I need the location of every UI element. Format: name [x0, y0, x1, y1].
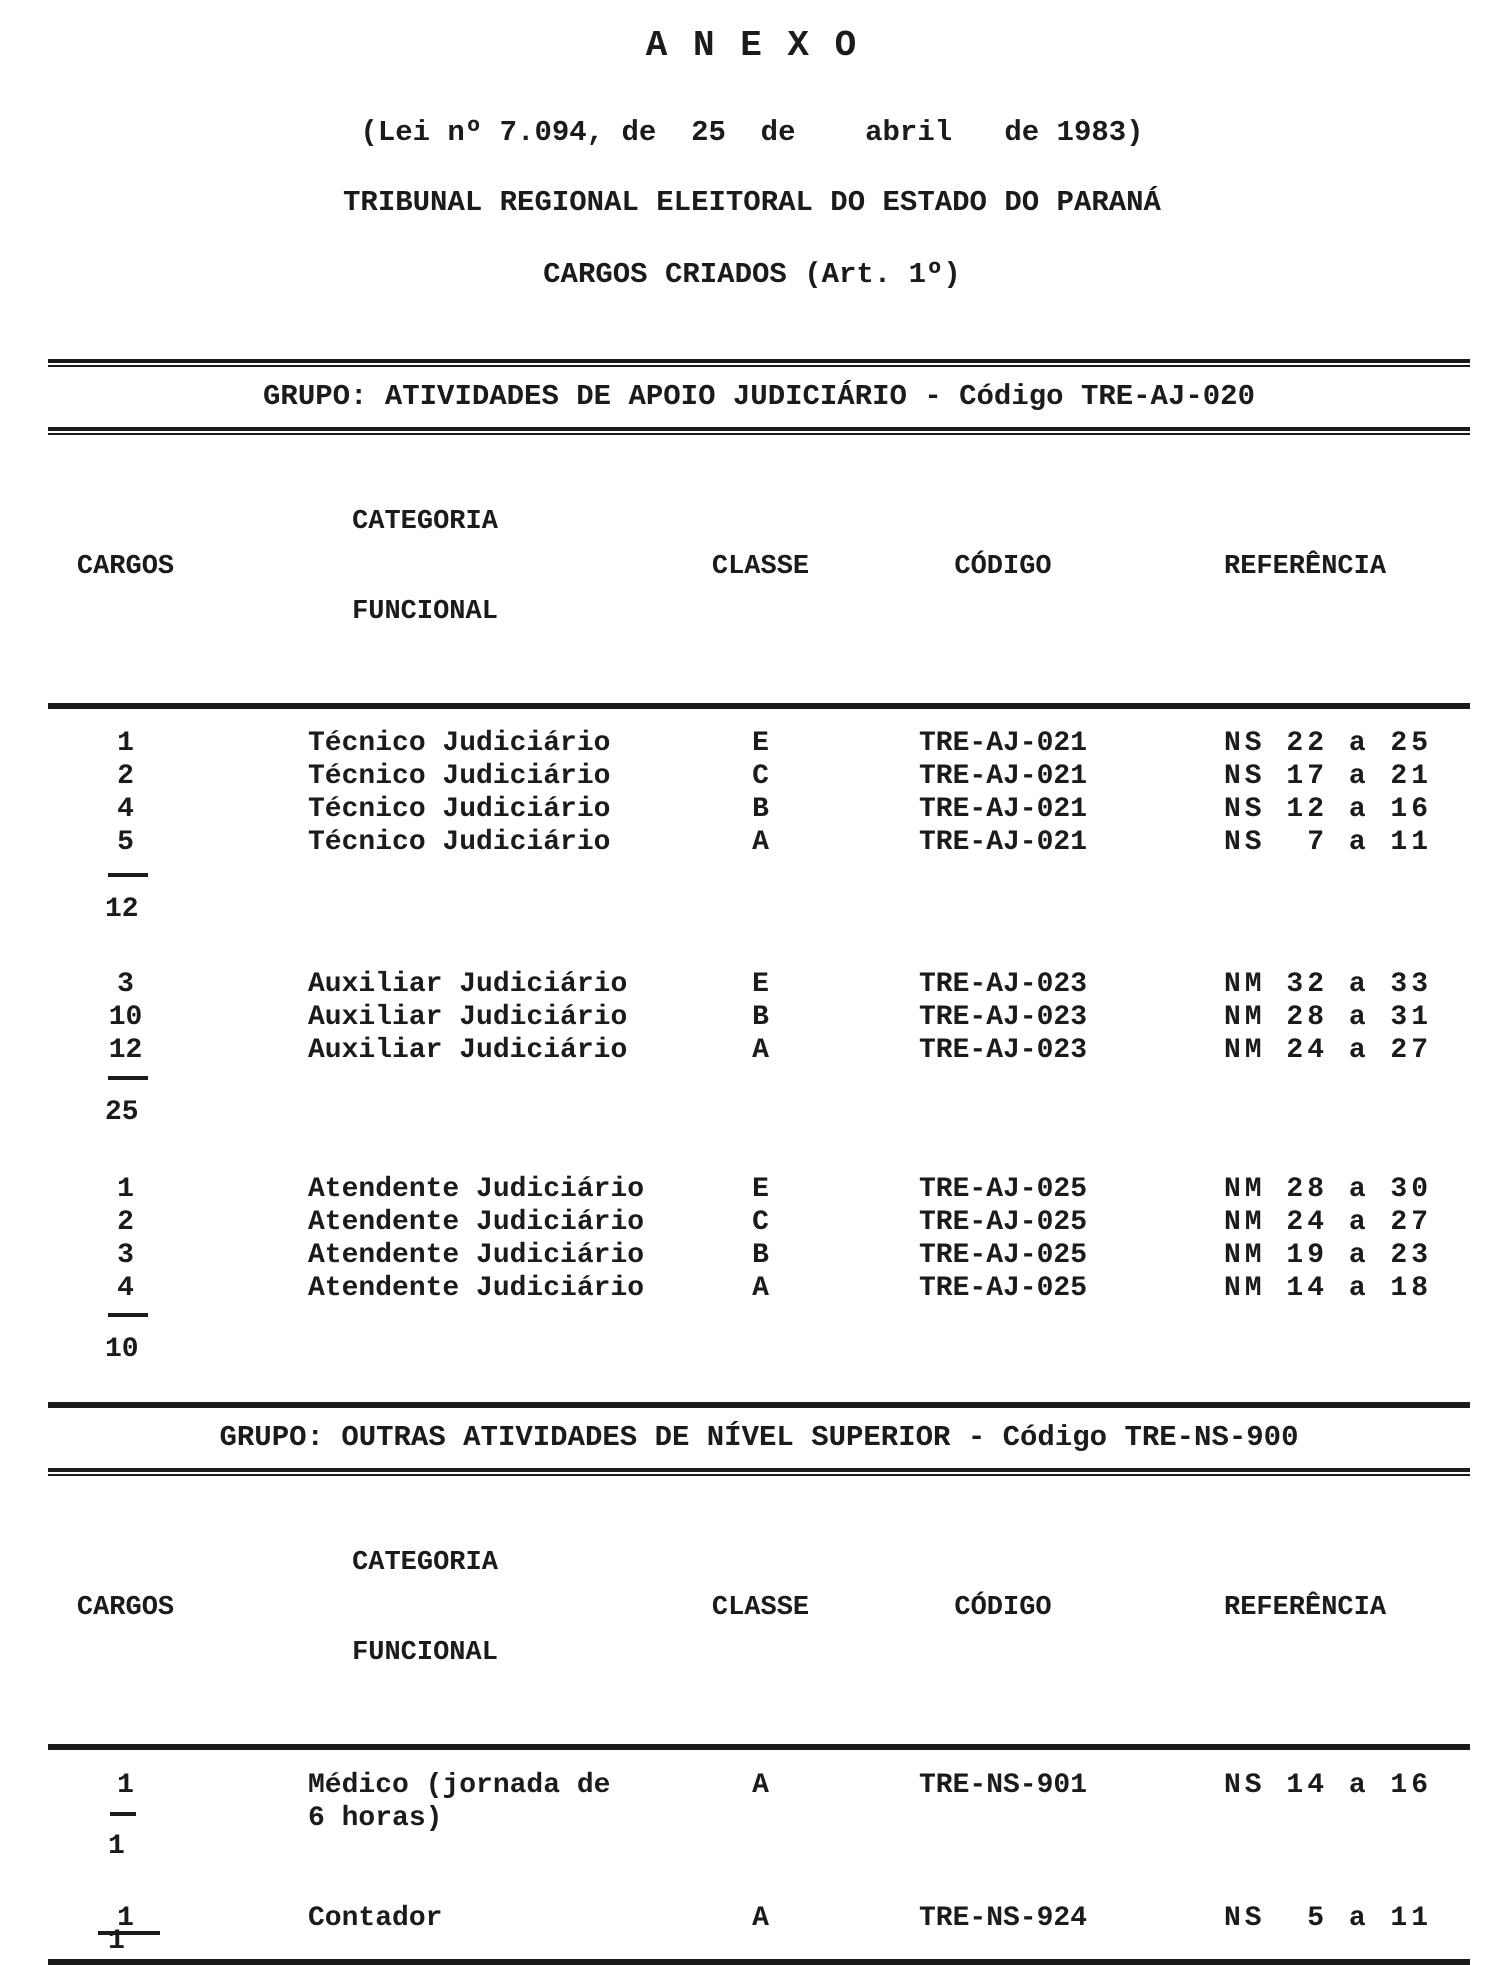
- referencia-value: NS 17 a 21: [1224, 761, 1433, 792]
- block-medico: [48, 1769, 1470, 1862]
- subtotal-value: 1: [108, 1831, 125, 1862]
- col-header-cargos: CARGOS: [76, 552, 175, 582]
- codigo-value: TRE-AJ-021: [918, 761, 1088, 792]
- categoria-value: Auxiliar Judiciário: [308, 1035, 628, 1066]
- classe-value: E: [752, 969, 769, 1000]
- group-title-aj: GRUPO: ATIVIDADES DE APOIO JUDICIÁRIO - Código TRE-AJ-020: [263, 380, 1255, 413]
- referencia-value: NS 14 a 16: [1224, 1770, 1433, 1801]
- table-grupo-nivel-superior: [48, 1402, 1470, 1965]
- table2-group-rule: [48, 1468, 1470, 1476]
- cargos-value: 3: [117, 969, 134, 1000]
- codigo-value: TRE-AJ-023: [918, 1035, 1088, 1066]
- col-header-classe: CLASSE: [711, 552, 810, 582]
- categoria-value: Contador: [308, 1903, 443, 1934]
- subtotal-value: 1: [108, 1926, 125, 1957]
- block-contador: [48, 1902, 1470, 1955]
- block-auxiliar-judiciario: [48, 968, 1470, 1128]
- codigo-value: TRE-AJ-025: [918, 1273, 1088, 1304]
- cargos-value: 10: [108, 1002, 143, 1033]
- codigo-value: TRE-AJ-023: [918, 1002, 1088, 1033]
- doc-title: A N E X O: [645, 25, 859, 66]
- codigo-value: TRE-AJ-023: [918, 969, 1088, 1000]
- block-atendente-judiciario: [48, 1173, 1470, 1365]
- col-header-codigo: CÓDIGO: [954, 1593, 1052, 1623]
- block-tecnico-judiciario: [48, 727, 1470, 925]
- categoria-value: Auxiliar Judiciário: [308, 1002, 628, 1033]
- categoria-value: Técnico Judiciário: [308, 728, 611, 759]
- table-row: [48, 760, 1470, 793]
- classe-value: E: [752, 728, 769, 759]
- group-title-ns: GRUPO: OUTRAS ATIVIDADES DE NÍVEL SUPERIOR - Código TRE-NS-900: [219, 1421, 1299, 1454]
- col-header-cargos: CARGOS: [76, 1593, 175, 1623]
- referencia-value: NM 28 a 31: [1224, 1002, 1433, 1033]
- cargos-value: 1: [117, 1174, 134, 1205]
- referencia-value: NM 24 a 27: [1224, 1207, 1433, 1238]
- codigo-value: TRE-AJ-021: [918, 728, 1088, 759]
- table-row: [48, 1206, 1470, 1239]
- codigo-value: TRE-AJ-025: [918, 1240, 1088, 1271]
- cargos-criados-line: CARGOS CRIADOS (Art. 1º): [543, 258, 961, 291]
- col-header-categoria-funcional: [223, 1488, 653, 1728]
- table-row: [48, 1272, 1470, 1305]
- col-header-categoria-line2: FUNCIONAL: [352, 1638, 498, 1668]
- subtotal-tecnico: [48, 873, 1470, 925]
- cargos-value: 1: [117, 1903, 134, 1934]
- referencia-value: NM 32 a 33: [1224, 969, 1433, 1000]
- col-header-codigo: CÓDIGO: [954, 552, 1052, 582]
- referencia-value: NM 14 a 18: [1224, 1273, 1433, 1304]
- table2-header-rule: [48, 1744, 1470, 1750]
- classe-value: A: [752, 1770, 769, 1801]
- cargos-value: 1: [117, 1770, 134, 1801]
- subtotal-value: 12: [105, 894, 139, 925]
- codigo-value: TRE-NS-924: [918, 1903, 1088, 1934]
- col-header-referencia: REFERÊNCIA: [1224, 552, 1387, 582]
- classe-value: E: [752, 1174, 769, 1205]
- referencia-value: NM 24 a 27: [1224, 1035, 1433, 1066]
- categoria-value: Técnico Judiciário: [308, 827, 611, 858]
- referencia-value: NS 7 a 11: [1224, 827, 1433, 858]
- referencia-value: NS 12 a 16: [1224, 794, 1433, 825]
- classe-value: A: [752, 1903, 769, 1934]
- table-grupo-apoio-judiciario: [48, 359, 1470, 1365]
- classe-value: C: [752, 1207, 769, 1238]
- referencia-value: NM 28 a 30: [1224, 1174, 1433, 1205]
- table1-header-rule: [48, 703, 1470, 709]
- table-row: [48, 1173, 1470, 1206]
- cargos-value: 5: [117, 827, 134, 858]
- cargos-value: 2: [117, 1207, 134, 1238]
- cargos-value: 12: [108, 1035, 143, 1066]
- table-row: [48, 1001, 1470, 1034]
- referencia-value: NS 5 a 11: [1224, 1903, 1433, 1934]
- table1-column-headers: [48, 447, 1470, 695]
- subtotal-atendente: [48, 1313, 1470, 1365]
- table-row: [48, 826, 1470, 859]
- classe-value: A: [752, 1035, 769, 1066]
- subtotal-value: 25: [105, 1097, 139, 1128]
- classe-value: A: [752, 827, 769, 858]
- col-header-categoria-line1: CATEGORIA: [352, 1548, 498, 1578]
- categoria-value: Médico (jornada de 6 horas): [308, 1770, 611, 1834]
- referencia-value: NM 19 a 23: [1224, 1240, 1433, 1271]
- classe-value: A: [752, 1273, 769, 1304]
- col-header-classe: CLASSE: [711, 1593, 810, 1623]
- codigo-value: TRE-AJ-021: [918, 794, 1088, 825]
- classe-value: B: [752, 794, 769, 825]
- law-reference-line: (Lei nº 7.094, de 25 de abril de 1983): [360, 116, 1144, 149]
- codigo-value: TRE-AJ-025: [918, 1207, 1088, 1238]
- cargos-value: 1: [117, 728, 134, 759]
- table2-bottom-rule: [48, 1959, 1470, 1965]
- table-row: [48, 793, 1470, 826]
- table2-column-headers: [48, 1488, 1470, 1736]
- categoria-value: Atendente Judiciário: [308, 1273, 645, 1304]
- codigo-value: TRE-AJ-021: [918, 827, 1088, 858]
- cargos-value: 4: [117, 794, 134, 825]
- table1-group-rule: [48, 427, 1470, 435]
- categoria-value: Atendente Judiciário: [308, 1207, 645, 1238]
- cargos-value: 2: [117, 761, 134, 792]
- categoria-value: Técnico Judiciário: [308, 761, 611, 792]
- referencia-value: NS 22 a 25: [1224, 728, 1433, 759]
- cargos-value: 4: [117, 1273, 134, 1304]
- table-row: [48, 968, 1470, 1001]
- table1-top-rule: [48, 359, 1470, 367]
- classe-value: B: [752, 1002, 769, 1033]
- tribunal-name-line: TRIBUNAL REGIONAL ELEITORAL DO ESTADO DO PARANÁ: [343, 186, 1161, 219]
- categoria-value: Atendente Judiciário: [308, 1174, 645, 1205]
- categoria-value: Atendente Judiciário: [308, 1240, 645, 1271]
- col-header-categoria-line1: CATEGORIA: [352, 507, 498, 537]
- col-header-categoria-line2: FUNCIONAL: [352, 597, 498, 627]
- table-row: [48, 1034, 1470, 1067]
- subtotal-auxiliar: [48, 1076, 1470, 1128]
- classe-value: B: [752, 1240, 769, 1271]
- cargos-value: 3: [117, 1240, 134, 1271]
- categoria-value: Técnico Judiciário: [308, 794, 611, 825]
- categoria-value: Auxiliar Judiciário: [308, 969, 628, 1000]
- col-header-categoria-funcional: [223, 447, 653, 687]
- table-row: [48, 1902, 1470, 1935]
- table-row: [48, 727, 1470, 760]
- col-header-referencia: REFERÊNCIA: [1224, 1593, 1387, 1623]
- classe-value: C: [752, 761, 769, 792]
- codigo-value: TRE-NS-901: [918, 1770, 1088, 1801]
- subtotal-value: 10: [105, 1334, 139, 1365]
- codigo-value: TRE-AJ-025: [918, 1174, 1088, 1205]
- table-row: [48, 1239, 1470, 1272]
- table2-top-rule: [48, 1402, 1470, 1408]
